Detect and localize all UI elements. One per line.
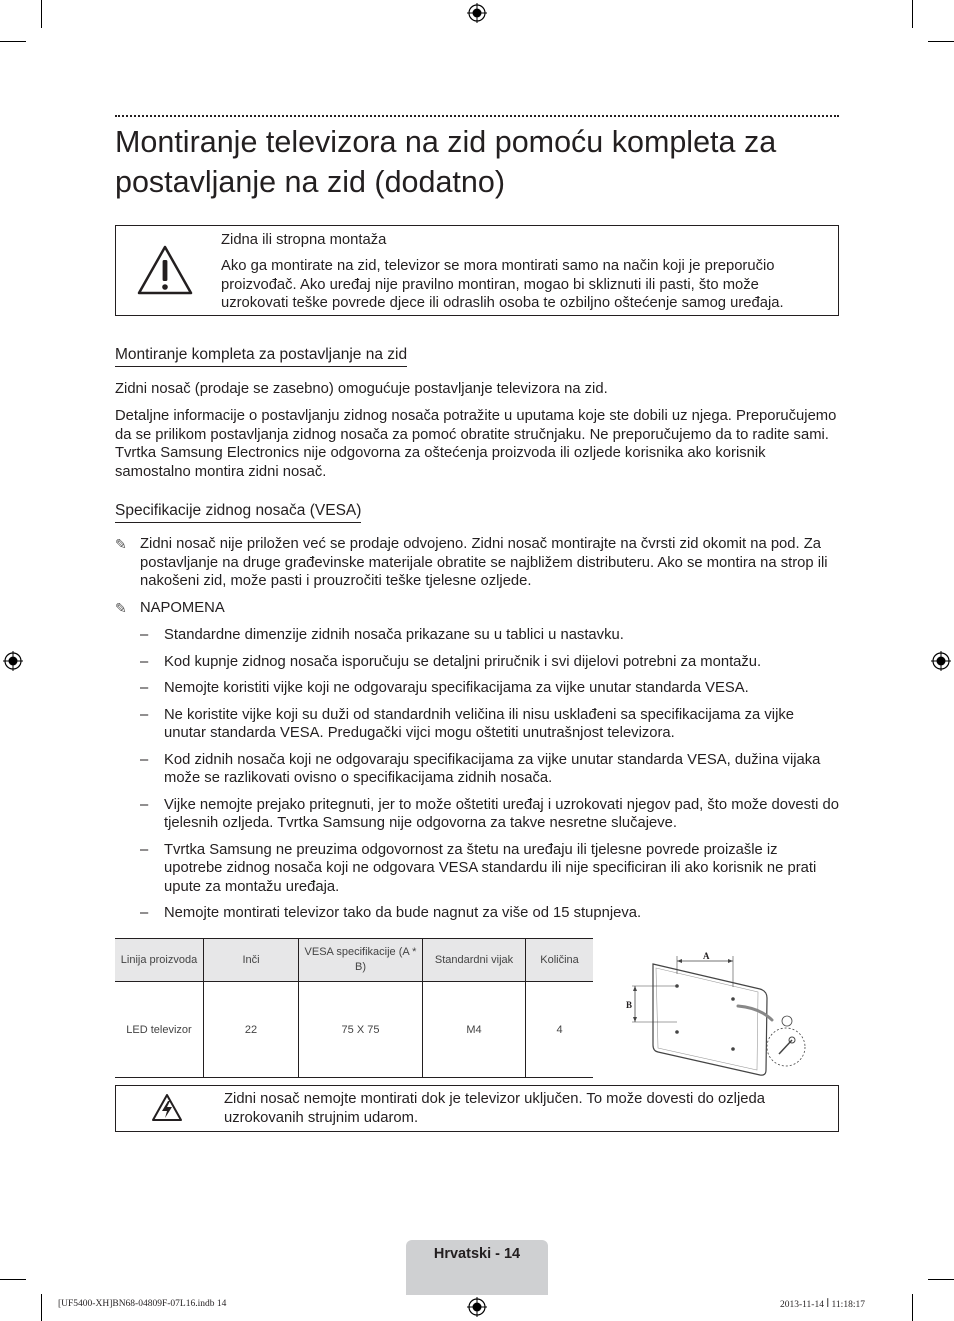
list-item-text: Vijke nemojte prejako pritegnuti, jer to može oštetiti uređaj i uzrokovati njegov pad, što može dovesti do tjelesnih ozljeda. Tvrtka Samsung nije odgovorna za takve nesretne slučajeve. — [164, 796, 839, 831]
bullet-list — [115, 626, 839, 931]
table-cell: M4 — [423, 982, 526, 1078]
page-number: Hrvatski - 14 — [433, 1246, 521, 1262]
warning-text: Zidni nosač nemojte montirati dok je televizor uključen. To može dovesti do ozljeda uzrokovanih strujnim udarom. — [224, 1091, 765, 1126]
table-cell: 22 — [204, 982, 299, 1078]
list-item: – Nemojte montirati televizor tako da bude nagnut za više od 15 stupnjeva. — [140, 905, 642, 921]
crop-mark — [928, 1279, 954, 1280]
registration-mark-icon — [931, 651, 951, 671]
list-item-text: Nemojte montirati televizor tako da bude nagnut za više od 15 stupnjeva. — [164, 905, 642, 921]
pencil-note-icon: ✎ — [115, 600, 127, 616]
page-title: Montiranje televizora na zid pomoću kompleta za postavljanje na zid (dodatno) — [115, 125, 777, 199]
registration-mark-icon — [3, 651, 23, 671]
warning-box — [115, 1085, 839, 1132]
section-heading: Specifikacije zidnog nosača (VESA) — [115, 502, 361, 523]
list-item-text: Standardne dimenzije zidnih nosača prikazane su u tablici u nastavku. — [164, 627, 624, 643]
warning-triangle-icon — [136, 243, 194, 297]
registration-mark-icon — [467, 1297, 487, 1317]
print-footer-left: [UF5400-XH]BN68-04809F-07L16.indb 14 — [58, 1299, 227, 1309]
crop-mark — [41, 0, 42, 28]
electric-shock-warning-icon — [151, 1093, 183, 1123]
table-cell: 4 — [526, 982, 594, 1078]
paragraph: Zidni nosač (prodaje se zasebno) omogućuje postavljanje televizora na zid. — [115, 381, 608, 397]
list-item: – Vijke nemojte prejako pritegnuti, jer to može oštetiti uređaj i uzrokovati njegov pad, što može dovesti do tjelesnih ozljeda. Tvrtka Samsung nije odgovorna za takve nesretne slučajeve. — [140, 796, 839, 831]
tv-back-diagram — [620, 942, 820, 1080]
list-item-text: Kod zidnih nosača koji ne odgovaraju specifikacijama za vijke unutar standarda VESA, dužina vijaka može se razlikovati ovisno o specifikacijama zidnih nosača. — [164, 751, 821, 786]
title-divider — [115, 115, 839, 117]
crop-mark — [0, 1279, 26, 1280]
print-footer-right: 2013-11-14 ꟾ 11:18:17 — [780, 1300, 865, 1310]
list-item-text: Ne koristite vijke koji su duži od standardnih veličina ili nisu usklađeni sa specifikacijama za vijke unutar standarda VESA. Predugački vijci mogu oštetiti unutrašnjost televizora. — [164, 706, 794, 741]
warning-box — [115, 225, 839, 316]
list-item-text: Nemojte koristiti vijke koji ne odgovaraju specifikacijama za vijke unutar standarda VESA. — [164, 680, 749, 696]
note-heading: NAPOMENA — [140, 600, 225, 616]
list-item: – Kod kupnje zidnog nosača isporučuju se detaljni priručnik i svi dijelovi potrebni za montažu. — [140, 653, 762, 670]
list-item: – Nemojte koristiti vijke koji ne odgovaraju specifikacijama za vijke unutar standarda VESA. — [140, 680, 749, 696]
table-header: VESA specifikacije (A * B) — [299, 939, 423, 982]
table-cell: 75 X 75 — [299, 982, 423, 1078]
crop-mark — [912, 0, 913, 28]
table-header-row — [115, 939, 593, 982]
crop-mark — [0, 41, 26, 42]
pencil-note-icon: ✎ — [115, 536, 127, 552]
warning-text: Ako ga montirate na zid, televizor se mora montirati samo na način koji je preporučio proizvođač. Ako uređaj nije pravilno montiran, mogao bi skliznuti ili pasti, što može uzrokovati teške povrede djece ili odraslih osoba te ozbiljno oštećenje samog uređaja. — [221, 258, 784, 311]
note-text: Zidni nosač nije priložen već se prodaje odvojeno. Zidni nosač montirajte na čvrsti zid okomit na pod. Za postavljanje na druge građevinske materijale obratite se najbližem distributeru. Ako se montira na strop ili nakošeni zid, može pasti i prouzročiti teške tjelesne ozljede. — [140, 536, 828, 589]
dimension-label-a: A — [703, 951, 710, 961]
list-item: – Standardne dimenzije zidnih nosača prikazane su u tablici u nastavku. — [140, 627, 624, 643]
section-heading: Montiranje kompleta za postavljanje na zid — [115, 346, 407, 367]
table-header: Standardni vijak — [423, 939, 526, 982]
paragraph: Detaljne informacije o postavljanju zidnog nosača potražite u uputama koje ste dobili uz njega. Preporučujemo da se prilikom postavljanja zidnog nosača za pomoć obratite stručnjaku. Ne preporučujemo da to radite sami. Tvrtka Samsung Electronics nije odgovorna za oštećenja proizvoda ili ozljede korisnika ako korisnik samostalno montira zidni nosač. — [115, 408, 837, 480]
table-row — [115, 982, 593, 1078]
list-item: – Kod zidnih nosača koji ne odgovaraju specifikacijama za vijke unutar standarda VESA, dužina vijaka može se razlikovati ovisno o specifikacijama zidnih nosača. — [140, 751, 821, 786]
note — [115, 599, 839, 618]
note — [115, 535, 839, 591]
table-header: Količina — [526, 939, 594, 982]
registration-mark-icon — [467, 3, 487, 23]
list-item: – Tvrtka Samsung ne preuzima odgovornost za štetu na uređaju ili tjelesne povrede proizašle iz upotrebe zidnog nosača koji ne odgovara VESA standardu ili nije specificiran ili ako korisnik ne prati upute za montažu uređaja. — [140, 841, 817, 895]
list-item-text: Tvrtka Samsung ne preuzima odgovornost za štetu na uređaju ili tjelesne povrede proizašle iz upotrebe zidnog nosača koji ne odgovara VESA standardu ili nije specificiran ili ako korisnik ne prati upute za montažu uređaja. — [164, 841, 817, 895]
crop-mark — [928, 41, 954, 42]
crop-mark — [912, 1294, 913, 1321]
warning-heading: Zidna ili stropna montaža — [221, 232, 387, 248]
table-cell: LED televizor — [115, 982, 204, 1078]
list-item-text: Kod kupnje zidnog nosača isporučuju se detaljni priručnik i svi dijelovi potrebni za montažu. — [164, 653, 762, 670]
page-number-badge — [406, 1240, 548, 1295]
list-item: – Ne koristite vijke koji su duži od standardnih veličina ili nisu usklađeni sa specifikacijama za vijke unutar standarda VESA. Predugački vijci mogu oštetiti unutrašnjost televizora. — [140, 706, 794, 741]
table-header: Inči — [204, 939, 299, 982]
table-header: Linija proizvoda — [115, 939, 204, 982]
dimension-label-b: B — [626, 1000, 633, 1010]
crop-mark — [41, 1294, 42, 1321]
vesa-spec-table — [115, 938, 593, 1078]
